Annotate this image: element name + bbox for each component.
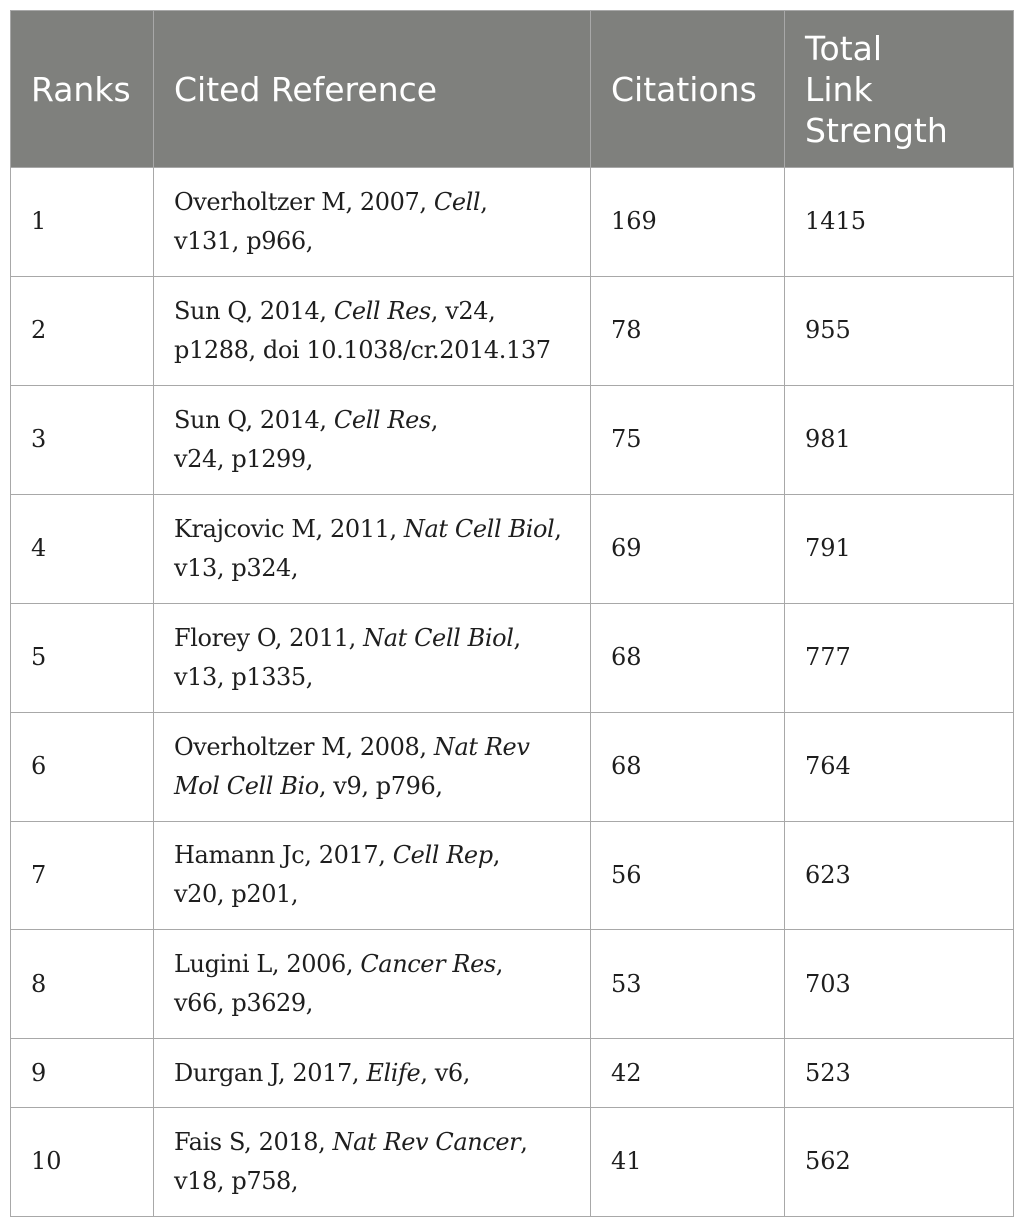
reference-journal-cont: Mol Cell Bio xyxy=(174,771,319,800)
reference-line-1 xyxy=(174,945,590,984)
reference-line-2 xyxy=(174,658,590,697)
citations-cell: 68 xyxy=(591,603,785,712)
cited-reference-cell xyxy=(154,168,591,277)
reference-line-1 xyxy=(174,292,590,331)
reference-author-year: Durgan J, 2017, xyxy=(174,1058,367,1087)
citations-cell: 68 xyxy=(591,712,785,821)
reference-line-2 xyxy=(174,1162,590,1201)
citations-cell: 69 xyxy=(591,494,785,603)
reference-journal: Elife xyxy=(366,1058,421,1087)
rank-cell: 1 xyxy=(11,168,154,277)
reference-journal: Cell Res xyxy=(333,296,431,325)
table-row xyxy=(11,821,1014,930)
citations-cell: 169 xyxy=(591,168,785,277)
reference-detail: , xyxy=(513,623,521,652)
total-link-strength-cell: 1415 xyxy=(785,168,1014,277)
reference-detail: , xyxy=(492,841,500,870)
reference-line-1 xyxy=(174,728,590,767)
cited-reference-cell xyxy=(154,1107,591,1216)
reference-line-1 xyxy=(174,836,590,875)
total-link-strength-cell: 562 xyxy=(785,1107,1014,1216)
table-row xyxy=(11,1107,1014,1216)
reference-author-year: Overholtzer M, 2008, xyxy=(174,732,434,761)
rank-cell: 7 xyxy=(11,821,154,930)
reference-author-year: Krajcovic M, 2011, xyxy=(174,514,404,543)
rank-cell: 3 xyxy=(11,385,154,494)
reference-author-year: Fais S, 2018, xyxy=(174,1127,333,1156)
rank-cell: 6 xyxy=(11,712,154,821)
reference-volume-page: v24, p1299, xyxy=(174,444,314,473)
reference-volume-page: v131, p966, xyxy=(174,226,314,255)
reference-volume-page: v66, p3629, xyxy=(174,989,314,1018)
header-cited-reference: Cited Reference xyxy=(154,11,591,168)
reference-author-year: Overholtzer M, 2007, xyxy=(174,187,434,216)
header-row xyxy=(11,11,1014,168)
reference-journal: Nat Rev xyxy=(433,732,530,761)
reference-line-1 xyxy=(174,1054,590,1093)
header-tls-line-2: Link xyxy=(805,69,873,109)
cited-reference-cell xyxy=(154,276,591,385)
reference-detail: , xyxy=(554,514,562,543)
reference-detail: , v6, xyxy=(420,1058,471,1087)
table-row xyxy=(11,1039,1014,1108)
total-link-strength-cell: 981 xyxy=(785,385,1014,494)
reference-volume-page: p1288, doi 10.1038/cr.2014.137 xyxy=(174,335,551,364)
reference-line-1 xyxy=(174,1123,590,1162)
reference-journal: Cell xyxy=(433,187,481,216)
reference-line-2 xyxy=(174,984,590,1023)
reference-line-2 xyxy=(174,875,590,914)
reference-detail: , xyxy=(520,1127,528,1156)
rank-cell: 4 xyxy=(11,494,154,603)
citations-cell: 42 xyxy=(591,1039,785,1108)
reference-detail: , xyxy=(495,950,504,979)
reference-detail: , v24, xyxy=(430,296,496,325)
reference-volume-page: v13, p324, xyxy=(174,553,299,582)
cited-reference-cell xyxy=(154,821,591,930)
header-citations: Citations xyxy=(591,11,785,168)
citations-cell: 75 xyxy=(591,385,785,494)
reference-volume-page: v13, p1335, xyxy=(174,662,314,691)
reference-journal: Nat Cell Biol xyxy=(403,514,555,543)
table-header xyxy=(11,11,1014,168)
reference-journal: Nat Cell Biol xyxy=(363,623,514,652)
reference-line-1 xyxy=(174,510,590,549)
cited-reference-cell xyxy=(154,1039,591,1108)
reference-detail: , xyxy=(430,405,439,434)
table-row xyxy=(11,276,1014,385)
reference-journal: Cancer Res xyxy=(360,950,496,979)
rank-cell: 10 xyxy=(11,1107,154,1216)
citations-cell: 56 xyxy=(591,821,785,930)
header-total-link-strength xyxy=(785,11,1014,168)
reference-line-1 xyxy=(174,619,590,658)
reference-detail: , xyxy=(480,187,488,216)
total-link-strength-cell: 703 xyxy=(785,930,1014,1039)
reference-author-year: Sun Q, 2014, xyxy=(174,405,334,434)
cited-reference-cell xyxy=(154,930,591,1039)
reference-journal: Nat Rev Cancer xyxy=(332,1127,521,1156)
reference-line-1 xyxy=(174,401,590,440)
total-link-strength-cell: 523 xyxy=(785,1039,1014,1108)
total-link-strength-cell: 791 xyxy=(785,494,1014,603)
table-body xyxy=(11,168,1014,1217)
header-tls-line-1: Total xyxy=(805,28,883,68)
table-row xyxy=(11,930,1014,1039)
rank-cell: 5 xyxy=(11,603,154,712)
table-row xyxy=(11,168,1014,277)
total-link-strength-cell: 777 xyxy=(785,603,1014,712)
reference-line-2 xyxy=(174,767,590,806)
reference-journal: Cell Rep xyxy=(392,841,493,870)
reference-volume-page: v20, p201, xyxy=(174,880,299,909)
table-row xyxy=(11,385,1014,494)
reference-author-year: Sun Q, 2014, xyxy=(174,296,334,325)
rank-cell: 9 xyxy=(11,1039,154,1108)
reference-line-2 xyxy=(174,222,590,261)
reference-author-year: Lugini L, 2006, xyxy=(174,950,361,979)
citations-cell: 78 xyxy=(591,276,785,385)
header-ranks: Ranks xyxy=(11,11,154,168)
table-row xyxy=(11,603,1014,712)
reference-line-2 xyxy=(174,440,590,479)
header-tls-line-3: Strength xyxy=(805,110,948,150)
citations-cell: 53 xyxy=(591,930,785,1039)
cited-reference-cell xyxy=(154,603,591,712)
reference-line-2 xyxy=(174,331,590,370)
citation-table xyxy=(10,10,1014,1217)
rank-cell: 8 xyxy=(11,930,154,1039)
total-link-strength-cell: 764 xyxy=(785,712,1014,821)
citations-cell: 41 xyxy=(591,1107,785,1216)
reference-journal: Cell Res xyxy=(333,405,431,434)
reference-author-year: Florey O, 2011, xyxy=(174,623,364,652)
reference-author-year: Hamann Jc, 2017, xyxy=(174,841,393,870)
reference-volume-page: v18, p758, xyxy=(174,1166,299,1195)
cited-reference-cell xyxy=(154,385,591,494)
cited-reference-cell xyxy=(154,494,591,603)
table-row xyxy=(11,494,1014,603)
reference-line-1 xyxy=(174,183,590,222)
rank-cell: 2 xyxy=(11,276,154,385)
total-link-strength-cell: 623 xyxy=(785,821,1014,930)
table-row xyxy=(11,712,1014,821)
reference-line-2 xyxy=(174,549,590,588)
reference-volume-page: , v9, p796, xyxy=(318,771,443,800)
total-link-strength-cell: 955 xyxy=(785,276,1014,385)
cited-reference-cell xyxy=(154,712,591,821)
